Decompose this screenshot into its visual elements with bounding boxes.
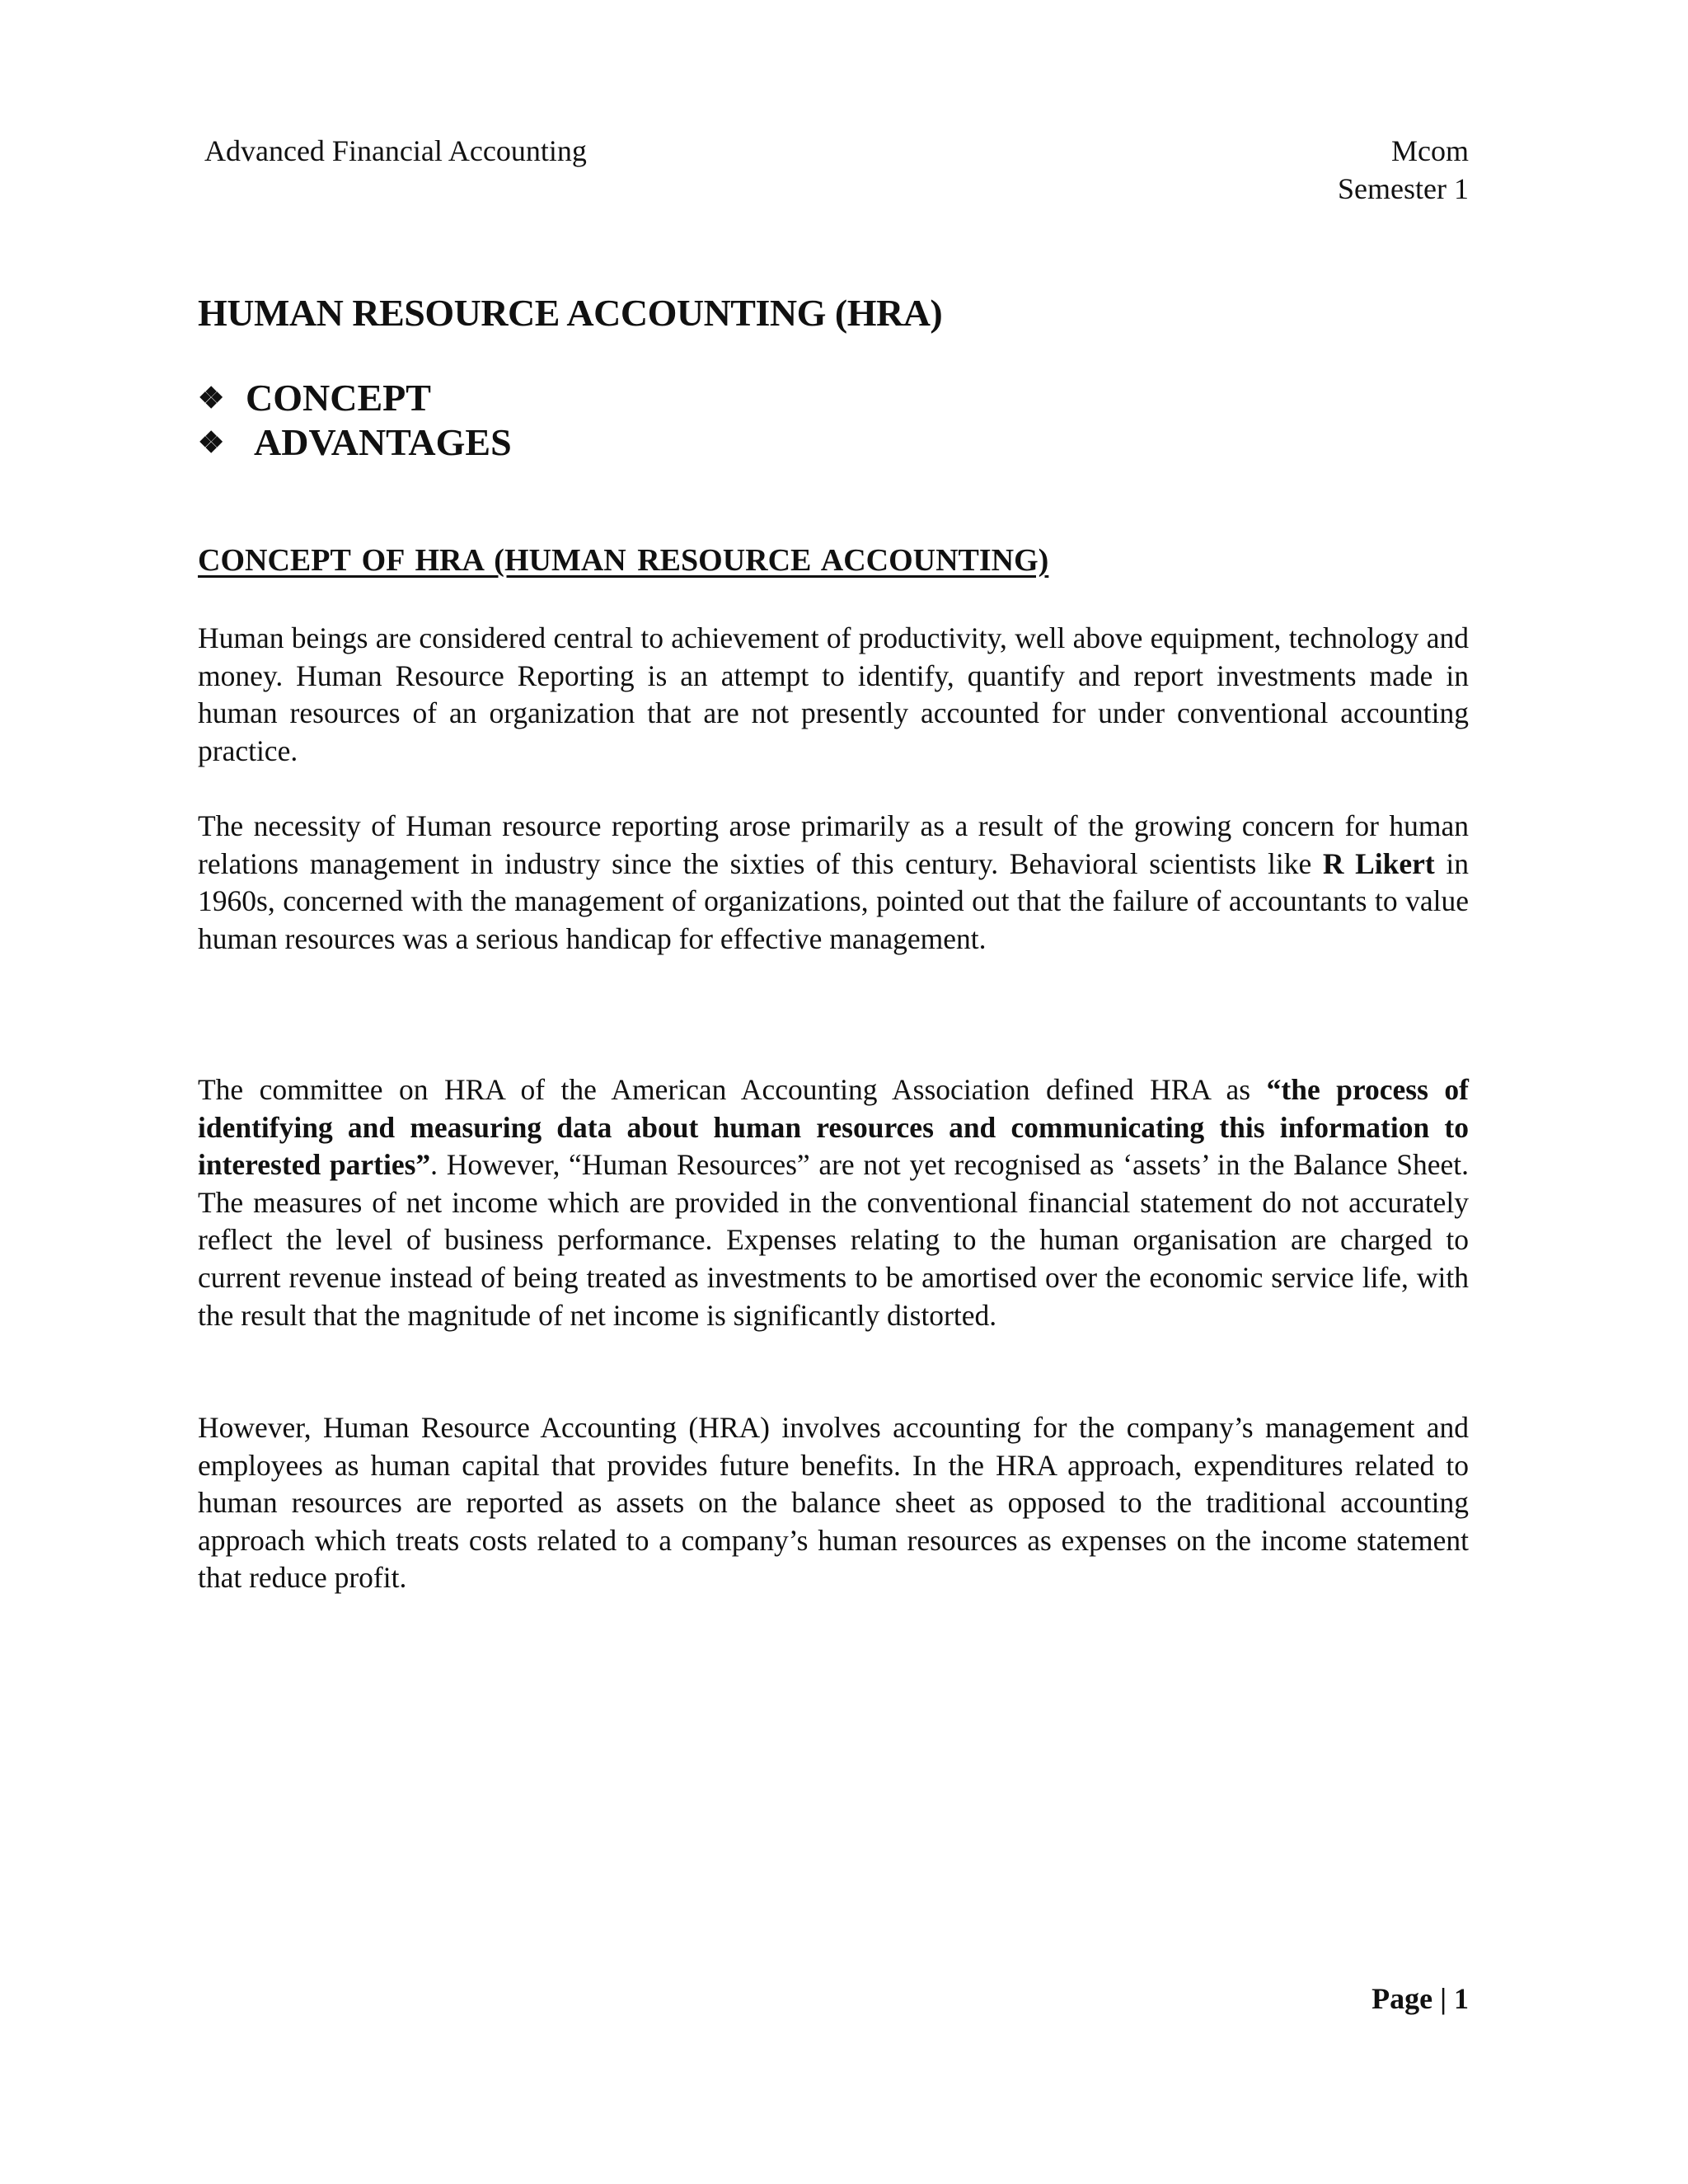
header-semester: Semester 1 xyxy=(1338,172,1469,205)
page-number: Page | 1 xyxy=(1372,1982,1469,2015)
topic-item-advantages xyxy=(198,420,512,465)
section-heading: CONCEPT OF HRA (HUMAN RESOURCE ACCOUNTING) xyxy=(198,543,1049,578)
topic-item-concept xyxy=(198,376,512,420)
header-program-name: Mcom xyxy=(1391,134,1469,167)
topic-list xyxy=(198,376,512,465)
paragraph-3-text-b: . However, “Human Resources” are not yet recognised as ‘assets’ in the Balance Sheet. The measures of net income which are provided in the conventional financial statement do not accurately reflect the level of business performance. Expenses relating to the human organisation are charged to current revenue instead of being treated as investments to be amortised over the economic service life, with the result that the magnitude of net income is significantly distorted. xyxy=(198,1148,1469,1332)
header-program xyxy=(1338,132,1469,208)
paragraph-4: However, Human Resource Accounting (HRA) involves accounting for the company’s management and employees as human capital that provides future benefits. In the HRA approach, expenditures related to human resources are reported as assets on the balance sheet as opposed to the traditional accounting approach which treats costs related to a company’s human resources as expenses on the income statement that reduce profit. xyxy=(198,1411,1469,1595)
paragraph-1: Human beings are considered central to achievement of productivity, well above equipment, technology and money. Human Resource Reporting is an attempt to identify, quantify and report investments made in human resources of an organization that are not presently accounted for under conventional accounting practice. xyxy=(198,621,1469,767)
paragraph-2-text-b: in 1960s, concerned with the management of organizations, pointed out that the failure of accountants to value human resources was a serious handicap for effective management. xyxy=(198,846,1469,955)
diamond-bullet-icon: ❖ xyxy=(198,426,225,459)
paragraph-3 xyxy=(198,1071,1469,1334)
paragraph-2-emphasis: R Likert xyxy=(1322,846,1435,880)
diamond-bullet-icon: ❖ xyxy=(198,382,225,415)
paragraph-3-definition: “the process of identifying and measuring data about human resources and communicating this information to interested parties” xyxy=(198,1073,1469,1182)
paragraph-3-text-a: The committee on HRA of the American Accounting Association defined HRA as xyxy=(198,1073,1267,1106)
document-page xyxy=(198,0,1469,2184)
paragraph-2 xyxy=(198,808,1469,958)
page-title: HUMAN RESOURCE ACCOUNTING (HRA) xyxy=(198,292,943,334)
topic-label: CONCEPT xyxy=(246,377,431,419)
header-course-title: Advanced Financial Accounting xyxy=(204,134,587,167)
paragraph-2-text-a: The necessity of Human resource reporting arose primarily as a result of the growing concern for human relations management in industry since the sixties of this century. Behavioral scientists like xyxy=(198,809,1469,880)
topic-label: ADVANTAGES xyxy=(254,421,512,463)
